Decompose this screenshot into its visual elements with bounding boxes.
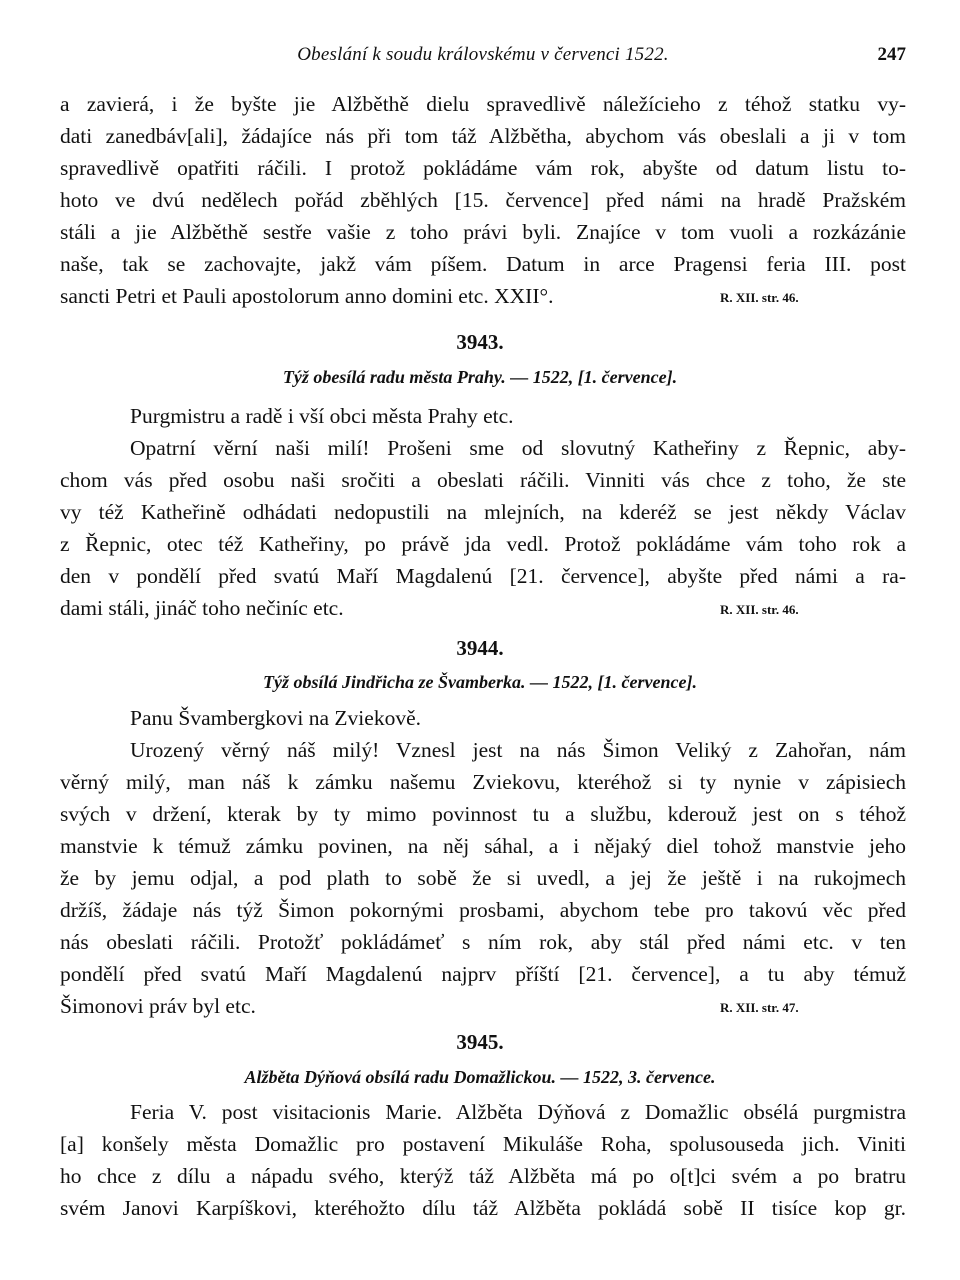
document-number: 3945.: [456, 1030, 504, 1054]
text-line: spravedlivě opatřiti ráčili. I protož pokládáme vám rok, abyšte od datum listu to-: [60, 156, 906, 180]
document-heading: Týž obsílá Jindřicha ze Švamberka. — 1522, [1. července].: [263, 672, 697, 692]
text-line: Panu Švambergkovi na Zviekově.: [130, 706, 421, 730]
text-line: z Řepnic, otec též Katheřiny, po právě jda vedl. Protož pokládáme vám toho rok a: [60, 532, 906, 556]
source-reference: R. XII. str. 46.: [720, 290, 799, 305]
text-line: Opatrní věrní naši milí! Prošeni sme od slovutný Katheřiny z Řepnic, aby-: [130, 436, 906, 460]
text-line: chom vás před osobu naši sročiti a obeslati ráčili. Vinniti vás chce z toho, že ste: [60, 468, 906, 492]
document-number: 3944.: [456, 636, 504, 660]
text-line: Purgmistru a radě i vší obci města Prahy etc.: [130, 404, 514, 428]
text-line: nás obeslati ráčili. Protožť pokládámeť s ním rok, aby stál před námi etc. v ten: [60, 930, 906, 954]
text-line: Urozený věrný náš milý! Vznesl jest na nás Šimon Veliký z Zahořan, nám: [130, 738, 906, 762]
text-line: Šimonovi práv byl etc.: [60, 994, 256, 1018]
text-line: věrný milý, man náš k zámku našemu Zviekovu, kteréhož si ty nynie v zápisiech: [60, 770, 906, 794]
text-line: [a] konšely města Domažlic pro postavení Mikuláše Roha, spolusouseda jich. Viniti: [60, 1132, 906, 1156]
source-reference: R. XII. str. 46.: [720, 602, 799, 617]
text-line: dati zanedbáv[ali], žádajíce nás při tom táž Alžbětha, abychom vás obeslali a ji v tom: [60, 124, 906, 148]
text-line: dami stáli, jináč toho nečiníc etc.: [60, 596, 344, 620]
document-heading: Alžběta Dýňová obsílá radu Domažlickou. — 1522, 3. července.: [244, 1067, 716, 1087]
source-reference: R. XII. str. 47.: [720, 1000, 799, 1015]
text-line: Feria V. post visitacionis Marie. Alžběta Dýňová z Domažlic obsélá purgmistra: [130, 1100, 906, 1124]
text-line: svém Janovi Karpíškovi, kteréhožto dílu táž Alžběta pokládá sobě II tisíce kop gr.: [60, 1196, 906, 1220]
text-line: stáli a jie Alžběthě sestře vašie z toho právi byli. Znajíce v tom vuoli a rozkázánie: [60, 220, 906, 244]
running-head: [60, 44, 906, 74]
text-line: sancti Petri et Pauli apostolorum anno domini etc. XXII°.: [60, 284, 554, 308]
text-line: manstvie k témuž zámku povinen, na něj sáhal, a i nějaký diel tohož manstvie jeho: [60, 834, 906, 858]
text-line: pondělí před svatú Maří Magdalenú najprv příští [21. července], a tu aby témuž: [60, 962, 906, 986]
text-line: den v pondělí před svatú Maří Magdalenú [21. července], abyšte před námi a ra-: [60, 564, 906, 588]
page-number: 247: [877, 44, 906, 65]
text-line: svých v držení, kterak by ty mimo povinnost tu a službu, kderouž jest on s téhož: [60, 802, 906, 826]
text-line: ho chce z dílu a nápadu svého, kterýž táž Alžběta má po o[t]ci svém a po bratru: [60, 1164, 906, 1188]
text-line: že by jemu odjal, a pod plath to sobě že si uvedl, a jej že ještě i na rukojmech: [60, 866, 906, 890]
text-line: naše, tak se zachovajte, jakž vám píšem. Datum in arce Pragensi feria III. post: [60, 252, 906, 276]
text-line: hoto ve dvú nedělech pořád zběhlých [15. července] před námi na hradě Pražském: [60, 188, 906, 212]
text-line: vy též Katheřině odhádati nedopustili na mlejních, na kderéž se jest někdy Václav: [60, 500, 906, 524]
text-line: a zavierá, i že byšte jie Alžběthě dielu spravedlivě náležícieho z téhož statku vy-: [60, 92, 906, 116]
document-heading: Týž obesílá radu města Prahy. — 1522, [1. července].: [282, 367, 678, 387]
text-line: držíš, žádaje nás týž Šimon pokornými prosbami, abychom tebe pro takovú věc před: [60, 898, 906, 922]
running-title: Obeslání k soudu královskému v červenci 1522.: [297, 44, 669, 65]
document-number: 3943.: [456, 330, 504, 354]
